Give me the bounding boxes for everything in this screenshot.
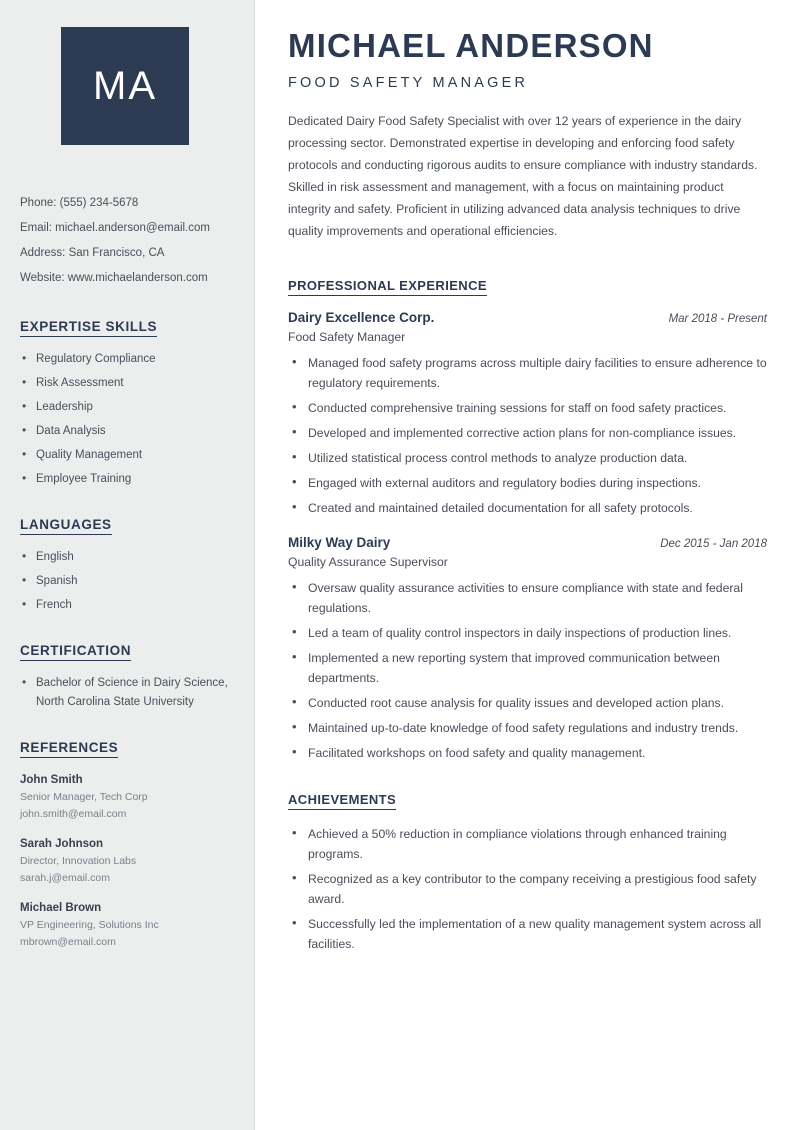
- job-role: Food Safety Manager: [288, 330, 406, 345]
- section-references: [20, 739, 230, 951]
- section-languages: [20, 516, 230, 615]
- experience-header: [288, 535, 767, 550]
- list-item: • Data Analysis: [20, 422, 230, 441]
- contact-address: Address: San Francisco, CA: [20, 247, 165, 259]
- job-role: Quality Assurance Supervisor: [288, 555, 448, 570]
- contact-info: [20, 191, 230, 291]
- certification-heading: CERTIFICATION: [20, 643, 131, 661]
- monogram-initials: MA: [93, 63, 157, 108]
- list-item: • French: [20, 596, 230, 615]
- experience-entry: [288, 310, 767, 518]
- list-item: • English: [20, 548, 230, 567]
- list-item: • Created and maintained detailed documentation for all safety protocols.: [288, 498, 767, 518]
- page-title: MICHAEL ANDERSON: [288, 27, 654, 64]
- list-item: • Risk Assessment: [20, 374, 230, 393]
- professional-experience-heading: PROFESSIONAL EXPERIENCE: [288, 278, 487, 296]
- reference-item: [20, 835, 230, 887]
- list-item: • Spanish: [20, 572, 230, 591]
- section-expertise-skills: [20, 318, 230, 489]
- list-item: • Maintained up-to-date knowledge of food safety regulations and industry trends.: [288, 718, 767, 738]
- experience-bullets: [288, 578, 767, 763]
- list-item: • Conducted comprehensive training sessions for staff on food safety practices.: [288, 398, 767, 418]
- list-item: • Managed food safety programs across multiple dairy facilities to ensure adherence to regulatory requirements.: [288, 353, 767, 393]
- languages-heading: LANGUAGES: [20, 517, 112, 535]
- list-item: • Engaged with external auditors and regulatory bodies during inspections.: [288, 473, 767, 493]
- avatar-monogram: [61, 27, 189, 145]
- list-item: • Conducted root cause analysis for quality issues and developed action plans.: [288, 693, 767, 713]
- list-item: • Successfully led the implementation of a new quality management system across all facilities.: [288, 914, 767, 954]
- employment-dates: Dec 2015 - Jan 2018: [660, 538, 767, 551]
- list-item: • Led a team of quality control inspectors in daily inspections of production lines.: [288, 623, 767, 643]
- experience-header: [288, 310, 767, 325]
- section-professional-experience: [288, 254, 767, 763]
- main-content: [255, 0, 800, 1130]
- list-item: • Achieved a 50% reduction in compliance violations through enhanced training programs.: [288, 824, 767, 864]
- professional-summary: Dedicated Dairy Food Safety Specialist with over 12 years of experience in the dairy processing sector. Demonstrated expertise in developing and enforcing food safety protocols and conducting rigorous audits to ensure compliance with industry standards. Skilled in risk assessment and management, with a focus on maintaining product integrity and safety. Proficient in utilizing advanced data analysis techniques to drive quality improvements and operational efficiencies.: [288, 114, 758, 238]
- reference-item: [20, 771, 230, 823]
- employment-dates: Mar 2018 - Present: [668, 313, 767, 326]
- experience-entry: [288, 535, 767, 763]
- list-item: • Recognized as a key contributor to the company receiving a prestigious food safety award.: [288, 869, 767, 909]
- reference-email: sarah.j@email.com: [20, 872, 111, 884]
- section-achievements: [288, 768, 767, 954]
- list-item: • Quality Management: [20, 446, 230, 465]
- languages-list: [20, 548, 230, 615]
- list-item: • Leadership: [20, 398, 230, 417]
- list-item: • Oversaw quality assurance activities to ensure compliance with state and federal regulations.: [288, 578, 767, 618]
- list-item: • Regulatory Compliance: [20, 350, 230, 369]
- reference-role: Senior Manager, Tech Corp: [20, 791, 148, 803]
- references-heading: REFERENCES: [20, 740, 118, 758]
- reference-name: Sarah Johnson: [20, 838, 104, 850]
- achievements-list: [288, 824, 767, 954]
- contact-email: Email: michael.anderson@email.com: [20, 222, 210, 234]
- sidebar: [0, 0, 255, 1130]
- section-certification: [20, 642, 230, 712]
- reference-name: Michael Brown: [20, 902, 102, 914]
- reference-email: mbrown@email.com: [20, 936, 116, 948]
- list-item: • Employee Training: [20, 470, 230, 489]
- experience-bullets: [288, 353, 767, 518]
- reference-email: john.smith@email.com: [20, 808, 127, 820]
- contact-website: Website: www.michaelanderson.com: [20, 272, 208, 284]
- reference-name: John Smith: [20, 774, 83, 786]
- achievements-heading: ACHIEVEMENTS: [288, 792, 396, 810]
- list-item: • Developed and implemented corrective action plans for non-compliance issues.: [288, 423, 767, 443]
- expertise-skills-heading: EXPERTISE SKILLS: [20, 319, 157, 337]
- reference-role: Director, Innovation Labs: [20, 855, 137, 867]
- company-name: Dairy Excellence Corp.: [288, 310, 435, 326]
- list-item: • Facilitated workshops on food safety and quality management.: [288, 743, 767, 763]
- reference-role: VP Engineering, Solutions Inc: [20, 919, 159, 931]
- contact-phone: Phone: (555) 234-5678: [20, 197, 139, 209]
- company-name: Milky Way Dairy: [288, 535, 391, 551]
- list-item: • Implemented a new reporting system that improved communication between departments.: [288, 648, 767, 688]
- expertise-skills-list: [20, 350, 230, 489]
- reference-item: [20, 899, 230, 951]
- list-item: • Utilized statistical process control methods to analyze production data.: [288, 448, 767, 468]
- list-item: • Bachelor of Science in Dairy Science, North Carolina State University: [20, 674, 230, 712]
- certification-list: [20, 674, 230, 712]
- job-title: FOOD SAFETY MANAGER: [288, 75, 529, 91]
